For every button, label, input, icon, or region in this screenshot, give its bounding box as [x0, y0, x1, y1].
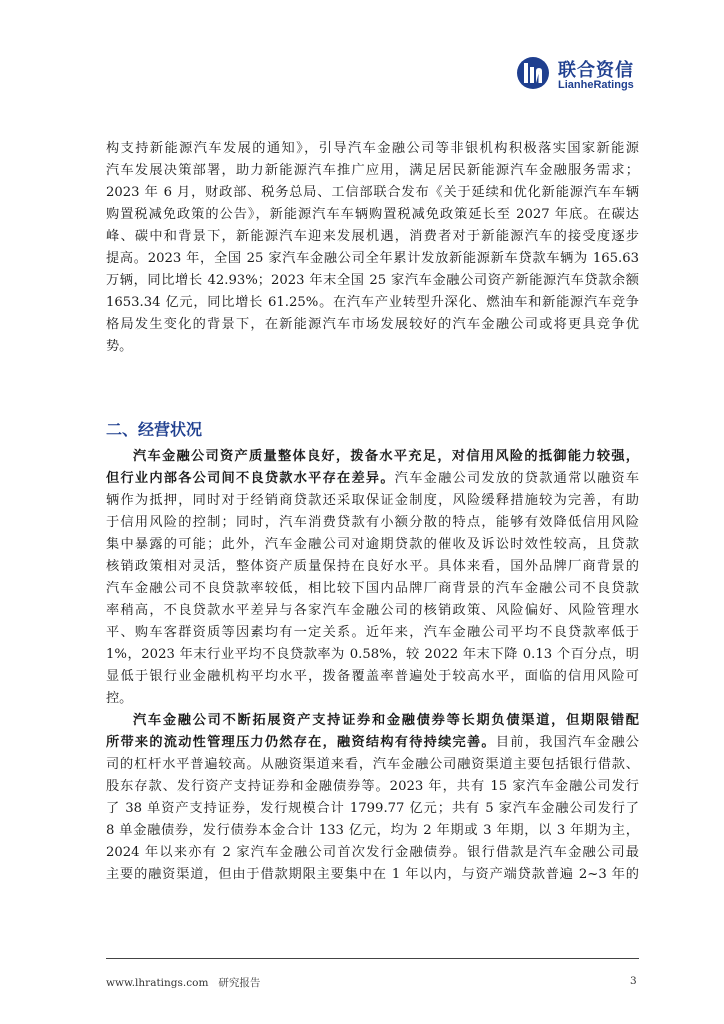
- paragraph-asset-quality: [106, 446, 639, 710]
- text-line: 了 38 单资产支持证券，发行规模合计 1799.77 亿元；共有 5 家汽车金融公司发行了: [106, 801, 639, 816]
- text-line: 显低于银行业金融机构平均水平，拨备覆盖率普遍处于较高水平，面临的信用风险可: [106, 669, 639, 684]
- bold-lead-text: 但行业内部各公司间不良贷款水平存在差异。: [106, 471, 395, 486]
- bold-lead-line: 汽车金融公司资产质量整体良好，拨备水平充足，对信用风险的抵御能力较强，: [133, 449, 639, 464]
- text-line: 股东存款、发行资产支持证券和金融债券等。2023 年，共有 15 家汽车金融公司发行: [106, 779, 639, 794]
- logo-english-name: LianheRatings: [558, 79, 634, 91]
- footer-doc-type: 研究报告: [218, 977, 261, 989]
- text-line: 购置税减免政策的公告》，新能源汽车车辆购置税减免政策延长至 2027 年底。在碳达: [106, 207, 639, 222]
- bold-lead-line: 汽车金融公司不断拓展资产支持证券和金融债券等长期负债渠道，但期限错配: [133, 713, 639, 728]
- text-line: 2024 年以来亦有 2 家汽车金融公司首次发行金融债券。银行借款是汽车金融公司最: [106, 845, 639, 860]
- text-line: 司的杠杆水平普遍较高。从融资渠道来看，汽车金融公司融资渠道主要包括银行借款、: [106, 757, 639, 772]
- text-line: 峰、碳中和背景下，新能源汽车迎来发展机遇，消费者对于新能源汽车的接受度逐步: [106, 229, 639, 244]
- text-line: 核销政策相对灵活，整体资产质量保持在良好水平。具体来看，国外品牌厂商背景的: [106, 559, 639, 574]
- text-line: 平、购车客群资质等因素均有一定关系。近年来，汽车金融公司平均不良贷款率低于: [106, 625, 639, 640]
- text-line: 1%，2023 年末行业平均不良贷款率为 0.58%，较 2022 年末下降 0.13 个百分点，明: [106, 647, 639, 662]
- paragraph-funding-structure: [106, 710, 639, 886]
- page-number: 3: [630, 975, 637, 987]
- text-line: 于信用风险的控制；同时，汽车消费贷款有小额分散的特点，能够有效降低信用风险: [106, 515, 639, 530]
- text-line: 1653.34 亿元，同比增长 61.25%。在汽车产业转型升深化、燃油车和新能源汽车竞争: [106, 295, 639, 310]
- footer-divider: [106, 958, 639, 959]
- text-line: [106, 732, 639, 754]
- bold-lead-text: 所带来的流动性管理压力仍然存在，融资结构有待持续完善。: [106, 735, 496, 750]
- text-line: 辆作为抵押，同时对于经销商贷款还采取保证金制度，风险缓释措施较为完善，有助: [106, 493, 639, 508]
- text-line: 2023 年 6 月，财政部、税务总局、工信部联合发布《关于延续和优化新能源汽车车辆: [106, 185, 639, 200]
- text-line: 汽车金融公司不良贷款率较低，相比较下国内品牌厂商背景的汽车金融公司不良贷款: [106, 581, 639, 596]
- text-run: 目前，我国汽车金融公: [495, 735, 639, 750]
- logo-chinese-name: 联合资信: [558, 60, 634, 81]
- text-line: [106, 468, 639, 490]
- text-line: 集中暴露的可能；此外，汽车金融公司对逾期贷款的催收及诉讼时效性较高，且贷款: [106, 537, 639, 552]
- text-line: 构支持新能源汽车发展的通知》，引导汽车金融公司等非银机构积极落实国家新能源: [106, 141, 639, 156]
- text-line: 提高。2023 年，全国 25 家汽车金融公司全年累计发放新能源新车贷款车辆为 165.63: [106, 251, 639, 266]
- text-line: 汽车发展决策部署，助力新能源汽车推广应用，满足居民新能源汽车金融服务需求；: [106, 163, 639, 178]
- footer-website-link[interactable]: www.lhratings.com: [106, 977, 209, 989]
- lianhe-ratings-logo: [516, 54, 646, 94]
- text-run: 汽车金融公司发放的贷款通常以融资车: [394, 471, 639, 486]
- text-line: 率稍高，不良贷款水平差异与各家汽车金融公司的核销政策、风险偏好、风险管理水: [106, 603, 639, 618]
- text-line: 控。: [106, 691, 133, 706]
- text-line: 势。: [106, 339, 133, 354]
- text-line: 万辆，同比增长 42.93%；2023 年末全国 25 家汽车金融公司资产新能源汽车贷款余额: [106, 273, 639, 288]
- text-line: 主要的融资渠道，但由于借款期限主要集中在 1 年以内，与资产端贷款普遍 2~3 年的: [106, 867, 639, 882]
- footer-info: [106, 975, 270, 990]
- text-line: 格局发生变化的背景下，在新能源汽车市场发展较好的汽车金融公司或将更具竞争优: [106, 317, 639, 332]
- section-body: [106, 446, 639, 886]
- section-heading: 二、经营状况: [106, 420, 203, 439]
- paragraph-ev-policy: [106, 138, 639, 358]
- lianhe-logo-icon: [516, 56, 550, 90]
- text-line: 8 单金融债券，发行债券本金合计 133 亿元，均为 2 年期或 3 年期，以 3 年期为主，: [106, 823, 639, 838]
